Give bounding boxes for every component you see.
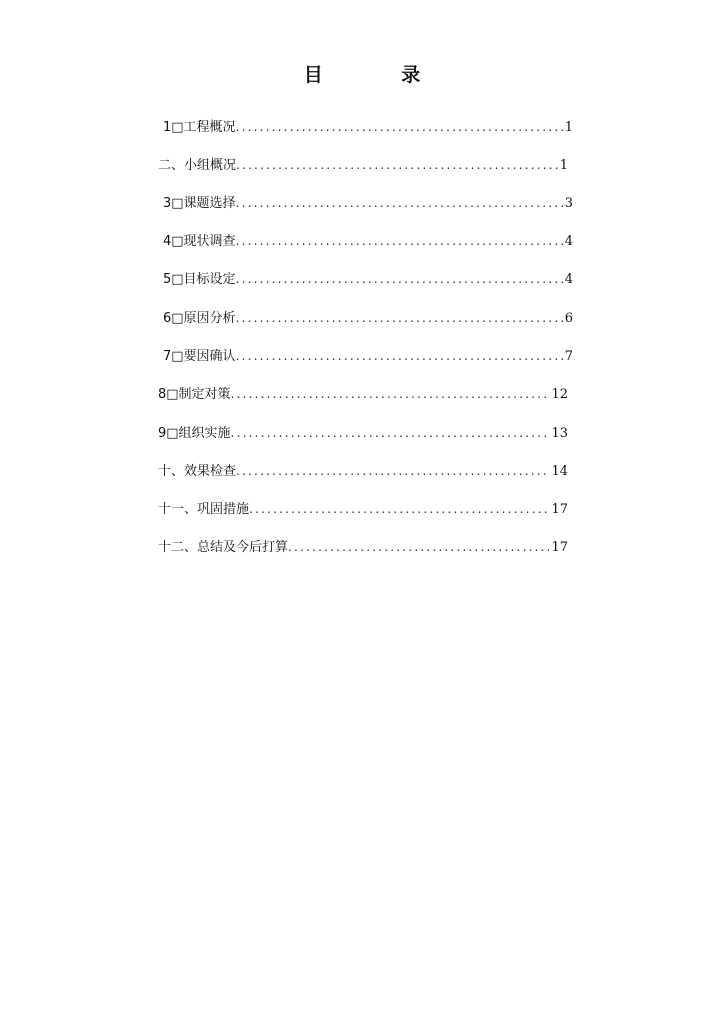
toc-entry-label: 3□课题选择 [163, 196, 236, 211]
toc-entry-label: 十、效果检查 [158, 464, 237, 479]
toc-page-number: 4 [564, 272, 573, 287]
toc-entry[interactable] [158, 345, 573, 367]
toc-entry[interactable] [158, 307, 573, 329]
toc-page-number: 17 [551, 540, 568, 555]
toc-page-number: 17 [551, 502, 568, 517]
toc-page-number: 1 [559, 158, 568, 173]
toc-dot-leader [236, 120, 563, 134]
toc-page-number: 7 [564, 349, 573, 364]
toc-entry-label: 1□工程概况 [163, 120, 236, 135]
toc-dot-leader [236, 349, 563, 363]
toc-entry[interactable] [158, 383, 568, 405]
toc-dot-leader [231, 387, 550, 401]
toc-page-number: 3 [564, 196, 573, 211]
toc-entry[interactable] [158, 154, 568, 176]
toc-dot-leader [288, 540, 549, 554]
toc-page-number: 12 [551, 387, 568, 402]
toc-entry-label: 二、小组概况 [158, 158, 237, 173]
toc-page-number: 6 [564, 311, 573, 326]
toc-dot-leader [236, 464, 549, 478]
toc-entry-label: 6□原因分析 [163, 311, 236, 326]
toc-entry-label: 5□目标设定 [163, 272, 236, 287]
toc-entry-label: 十二、总结及今后打算 [158, 540, 289, 555]
toc-page-number: 4 [564, 234, 573, 249]
toc-dot-leader [236, 234, 563, 248]
toc-dot-leader [249, 502, 549, 516]
toc-entry[interactable] [158, 116, 573, 138]
toc-dot-leader [231, 426, 550, 440]
toc-entry[interactable] [158, 268, 573, 290]
toc-entry-label: 4□现状调查 [163, 234, 236, 249]
toc-title: 目 录 [303, 64, 457, 86]
toc-entry-label: 9□组织实施 [158, 426, 231, 441]
toc-page-number: 13 [551, 426, 568, 441]
toc-entry[interactable] [158, 192, 573, 214]
toc-entry[interactable] [158, 536, 568, 558]
toc-page-number: 1 [564, 120, 573, 135]
toc-page-number: 14 [551, 464, 568, 479]
toc-entry-label: 十一、巩固措施 [158, 502, 250, 517]
toc-entry[interactable] [158, 498, 568, 520]
toc-dot-leader [236, 158, 558, 172]
toc-entry[interactable] [158, 460, 568, 482]
toc-dot-leader [236, 311, 563, 325]
toc-entry[interactable] [158, 422, 568, 444]
toc-entry-label: 8□制定对策 [158, 387, 231, 402]
toc-entry-label: 7□要因确认 [163, 349, 236, 364]
toc-dot-leader [236, 196, 563, 210]
toc-dot-leader [236, 272, 563, 286]
toc-entry[interactable] [158, 230, 573, 252]
